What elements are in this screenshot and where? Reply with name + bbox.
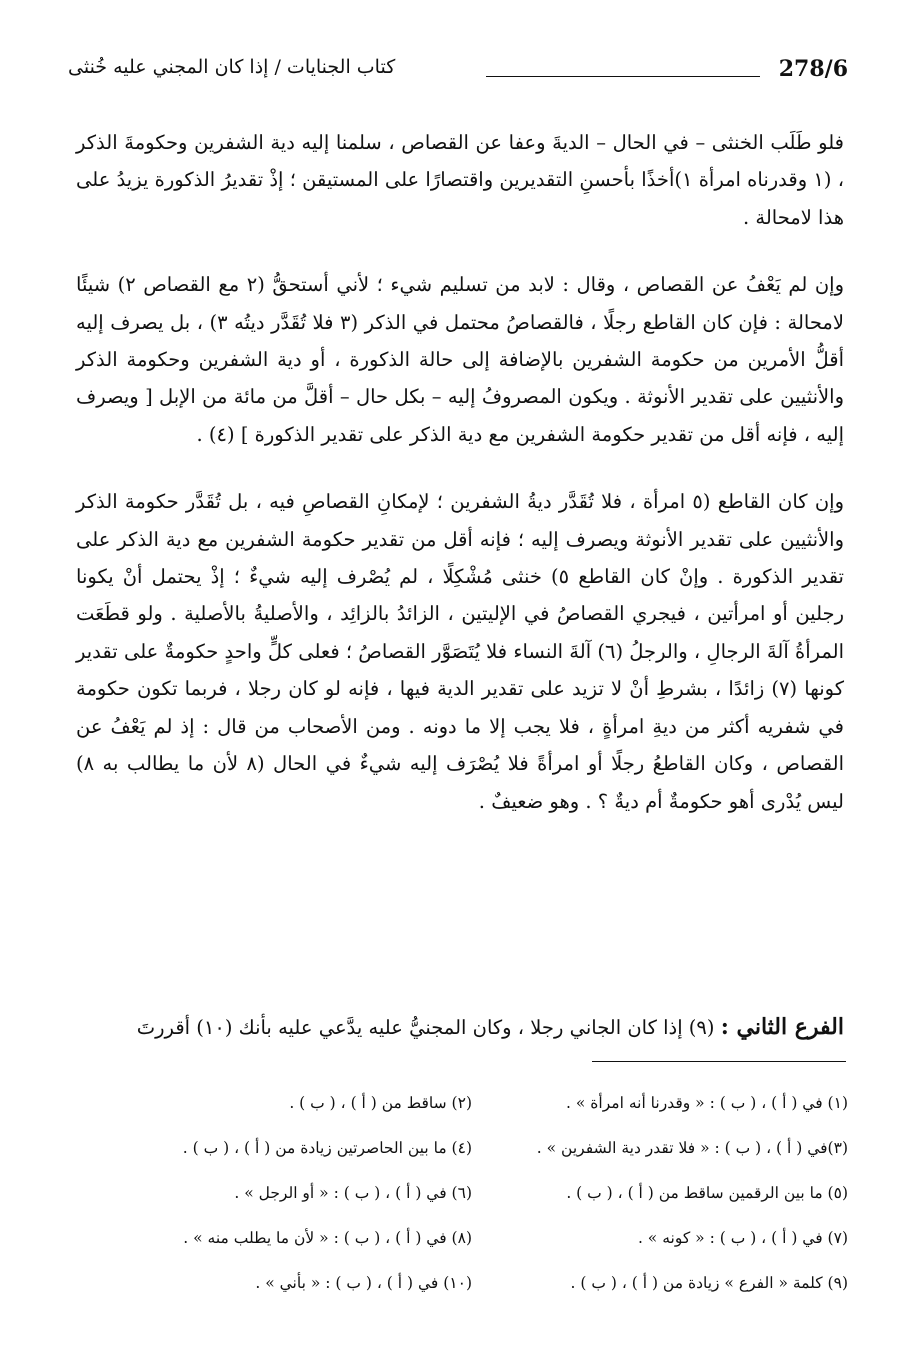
footnote-row [96, 1133, 848, 1178]
paragraph-1: فلو طَلَب الخنثى – في الحال – الديةَ وعفا عن القصاص ، سلمنا إليه دية الشفرين وحكومةَ الذكر ، (١ وقدرناه امرأة ١)أخذًا بأحسنِ التقديرين واقتصارًا على المستيقن ؛ إذْ تقديرُ الذكورة يزيدُ على هذا لامحالة . [76, 131, 844, 229]
footnote-row [96, 1223, 848, 1268]
footnote-8: (٨) في ( أ ) ، ( ب ) : « لأن ما يطلب منه » . [183, 1229, 472, 1247]
footnotes [96, 1088, 848, 1313]
running-title: كتاب الجنايات / إذا كان المجني عليه خُنثى [68, 56, 396, 78]
branch-label: الفرع الثاني : [720, 1014, 844, 1040]
footnote-2: (٢) ساقط من ( أ ) ، ( ب ) . [289, 1094, 472, 1112]
footnote-5: (٥) ما بين الرقمين ساقط من ( أ ) ، ( ب ) . [566, 1184, 848, 1202]
footnote-row [96, 1178, 848, 1223]
footnote-separator [592, 1061, 846, 1062]
footnote-4: (٤) ما بين الحاصرتين زيادة من ( أ ) ، ( ب ) . [182, 1139, 472, 1157]
footnote-9: (٩) كلمة « الفرع » زيادة من ( أ ) ، ( ب ) . [570, 1274, 848, 1292]
paragraph-3: وإن كان القاطع (٥ امرأة ، فلا تُقَدَّر ديةُ الشفرين ؛ لإمكانِ القصاصِ فيه ، بل تُقَدَّر حكومة الذكر والأنثيين على تقدير الأنوثة ويصرف إليه ؛ فإنه أقل من تقدير حكومة الشفرين مع دية الذكر على تقدير الذكورة . وإنْ كان القاطع ٥) خنثى مُشْكِلًا ، لم يُصْرف إليه شيءٌ ؛ إذْ يحتمل أنْ يكونا رجلين أو امرأتين ، فيجري القصاصُ في الإليتين ، الزائدُ بالزائِد ، والأصليةُ بالأصلية . ولو قطَعَت المرأةُ آلةَ الرجالِ ، والرجلُ (٦) آلةَ النساء فلا يُتَصَوَّر القصاصُ ؛ فعلى كلٍّ واحدٍ حكومةٌ على تقدير كونها (٧) زائدًا ، بشرطِ أنْ لا تزيد على تقدير الدية فيها ، فإنه لو كان رجلا ، فربما تكون حكومة في شفريه أكثر من ديةِ امرأةٍ ، فلا يجب إلا ما دونه . ومن الأصحاب من قال : إذ لم يَعْفُ عن القصاص ، وكان القاطعُ رجلًا أو امرأةً فلا يُصْرَف إليه شيءٌ في الحال (٨ لأن ما يطالب به ٨) ليس يُدْرى أهو حكومةٌ أم ديةٌ ؟ . وهو ضعيفٌ . [76, 490, 845, 813]
footnote-6: (٦) في ( أ ) ، ( ب ) : « أو الرجل » . [234, 1184, 472, 1202]
main-text [76, 124, 844, 820]
page-header [68, 52, 848, 92]
page-number: 278/6 [778, 56, 848, 82]
footnote-row [96, 1268, 848, 1313]
paragraph-2: وإن لم يَعْفُ عن القصاص ، وقال : لابد من تسليم شيء ؛ لأني أستحقُّ (٢ مع القصاص ٢) شيئًا لامحالة : فإن كان القاطع رجلًا ، فالقصاصُ محتمل في الذكر (٣ فلا تُقَدَّر ديتُه ٣) ، بل يصرف إليه أقلُّ الأمرين من حكومة الشفرين بالإضافة إلى حالة الذكورة ، أو دية الشفرين وحكومة الذكر والأنثيين على تقدير الأنوثة . ويكون المصروفُ إليه – بكل حال – أقلَّ من مائة من الإبل [ ويصرف إليه ، فإنه أقل من تقدير حكومة الشفرين مع دية الذكر على تقدير الذكورة ] (٤) . [76, 273, 845, 446]
branch-heading-line [76, 1009, 844, 1046]
footnote-10: (١٠) في ( أ ) ، ( ب ) : « بأني » . [255, 1274, 472, 1292]
branch-text: (٩) إذا كان الجاني رجلا ، وكان المجنيُّ عليه يدَّعي عليه بأنك (١٠) أقررتَ [136, 1016, 715, 1039]
footnote-1: (١) في ( أ ) ، ( ب ) : « وقدرنا أنه امرأة » . [566, 1094, 848, 1112]
footnote-3: (٣)في ( أ ) ، ( ب ) : « فلا تقدر دية الشفرين » . [536, 1139, 848, 1157]
header-rule [486, 76, 760, 77]
footnote-row [96, 1088, 848, 1133]
footnote-7: (٧) في ( أ ) ، ( ب ) : « كونه » . [637, 1229, 848, 1247]
